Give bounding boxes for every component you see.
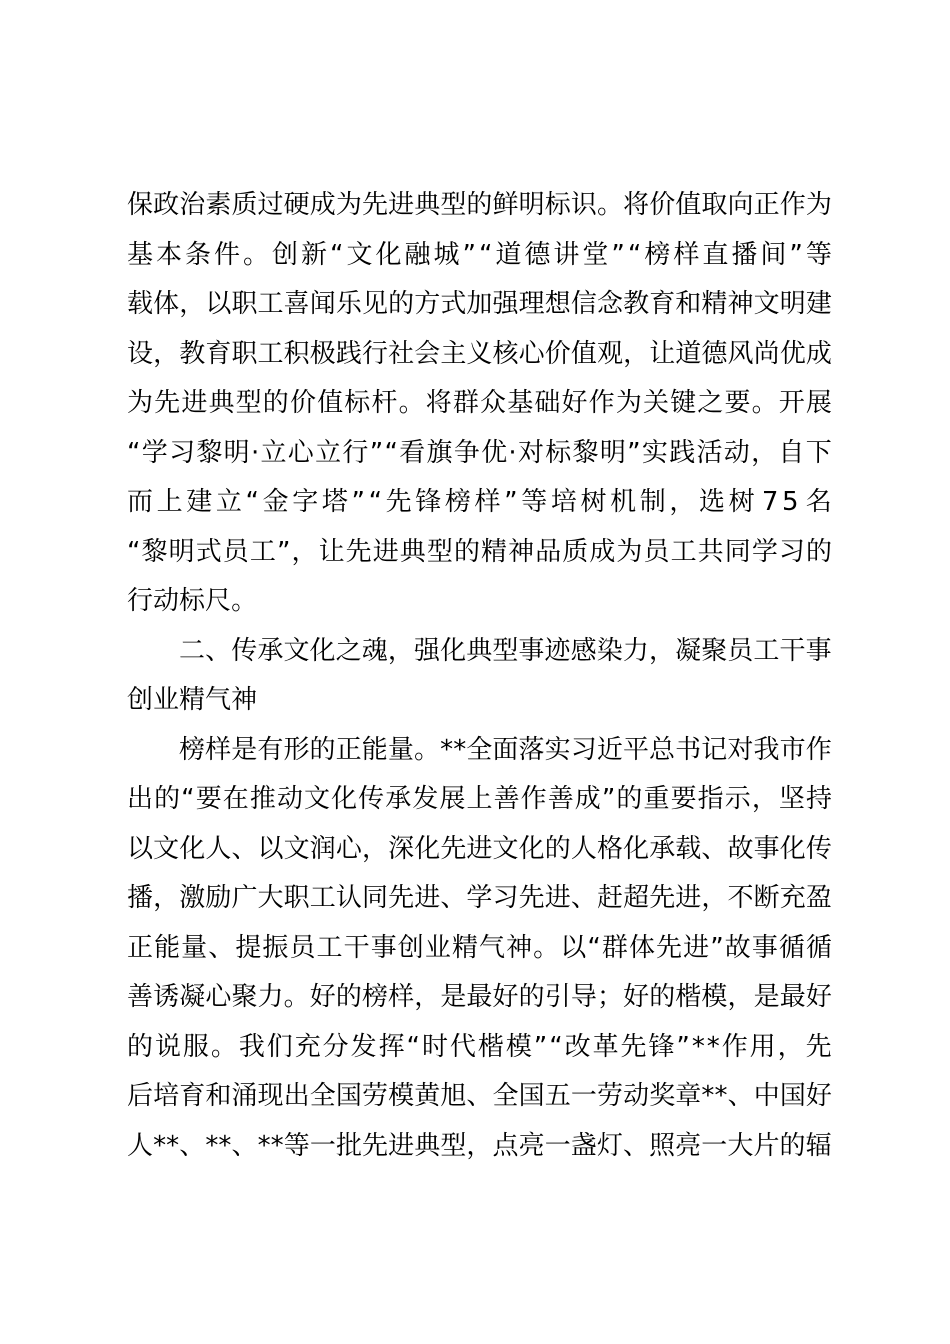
- text-line: 设 ， 教 育 职 工 积 极 践 行 社 会 主 义 核 心 价 值 观 ， 让 道 德 风 尚 优 成: [127, 338, 832, 369]
- text-line: 善 诱 凝 心 聚 力 。 好 的 榜 样 ， 是 最 好 的 引 导 ； 好 的 楷 模 ， 是 最 好: [127, 982, 832, 1012]
- text-line: 以 文 化 人 、 以 文 润 心 ， 深 化 先 进 文 化 的 人 格 化 承 载 、 故 事 化 传: [127, 833, 832, 864]
- text-line: 榜 样 是 有 形 的 正 能 量 。 * * 全 面 落 实 习 近 平 总 书 记 对 我 市 作: [179, 734, 832, 765]
- section-heading-continued: 创 业 精 气 神: [127, 685, 258, 715]
- text-line: “ 黎 明 式 员 工 ” ， 让 先 进 典 型 的 精 神 品 质 成 为 员 工 共 同 学 习 的: [127, 536, 832, 567]
- text-line: 播 ， 激 励 广 大 职 工 认 同 先 进 、 学 习 先 进 、 赶 超 先 进 ， 不 断 充 盈: [127, 883, 832, 913]
- section-heading: 二 、 传 承 文 化 之 魂 ， 强 化 典 型 事 迹 感 染 力 ， 凝 聚 员 工 干 事: [179, 635, 832, 666]
- text-line: 行 动 标 尺 。: [127, 586, 258, 616]
- text-line: 而 上 建 立 “ 金 字 塔 ” “ 先 锋 榜 样 ” 等 培 树 机 制 ， 选 树 7 5 名: [127, 487, 832, 517]
- body-text: [127, 181, 832, 1171]
- text-line: 基 本 条 件 。 创 新 “ 文 化 融 城 ” “ 道 德 讲 堂 ” “ 榜 样 直 播 间 ” 等: [127, 239, 832, 270]
- text-line: 为 先 进 典 型 的 价 值 标 杆 。 将 群 众 基 础 好 作 为 关 键 之 要 。 开 展: [127, 388, 832, 418]
- text-line: “ 学 习 黎 明 · 立 心 立 行 ” “ 看 旗 争 优 · 对 标 黎 明 ” 实 践 活 动 ， 自 下: [127, 437, 832, 468]
- text-line: 载 体 ， 以 职 工 喜 闻 乐 见 的 方 式 加 强 理 想 信 念 教 育 和 精 神 文 明 建: [127, 289, 832, 319]
- text-line: 保 政 治 素 质 过 硬 成 为 先 进 典 型 的 鲜 明 标 识 。 将 价 值 取 向 正 作 为: [127, 190, 832, 220]
- text-line: 人 * * 、 * * 、 * * 等 一 批 先 进 典 型 ， 点 亮 一 盏 灯 、 照 亮 一 大 片 的 辐: [127, 1130, 832, 1161]
- text-line: 的 说 服 。 我 们 充 分 发 挥 “ 时 代 楷 模 ” “ 改 革 先 锋 ” * * 作 用 ， 先: [127, 1031, 832, 1062]
- text-line: 后 培 育 和 涌 现 出 全 国 劳 模 黄 旭 、 全 国 五 一 劳 动 奖 章 * * 、 中 国 好: [127, 1081, 832, 1111]
- text-line: 正 能 量 、 提 振 员 工 干 事 创 业 精 气 神 。 以 “ 群 体 先 进 ” 故 事 循 循: [127, 932, 832, 963]
- text-line: 出 的 “ 要 在 推 动 文 化 传 承 发 展 上 善 作 善 成 ” 的 重 要 指 示 ， 坚 持: [127, 784, 832, 814]
